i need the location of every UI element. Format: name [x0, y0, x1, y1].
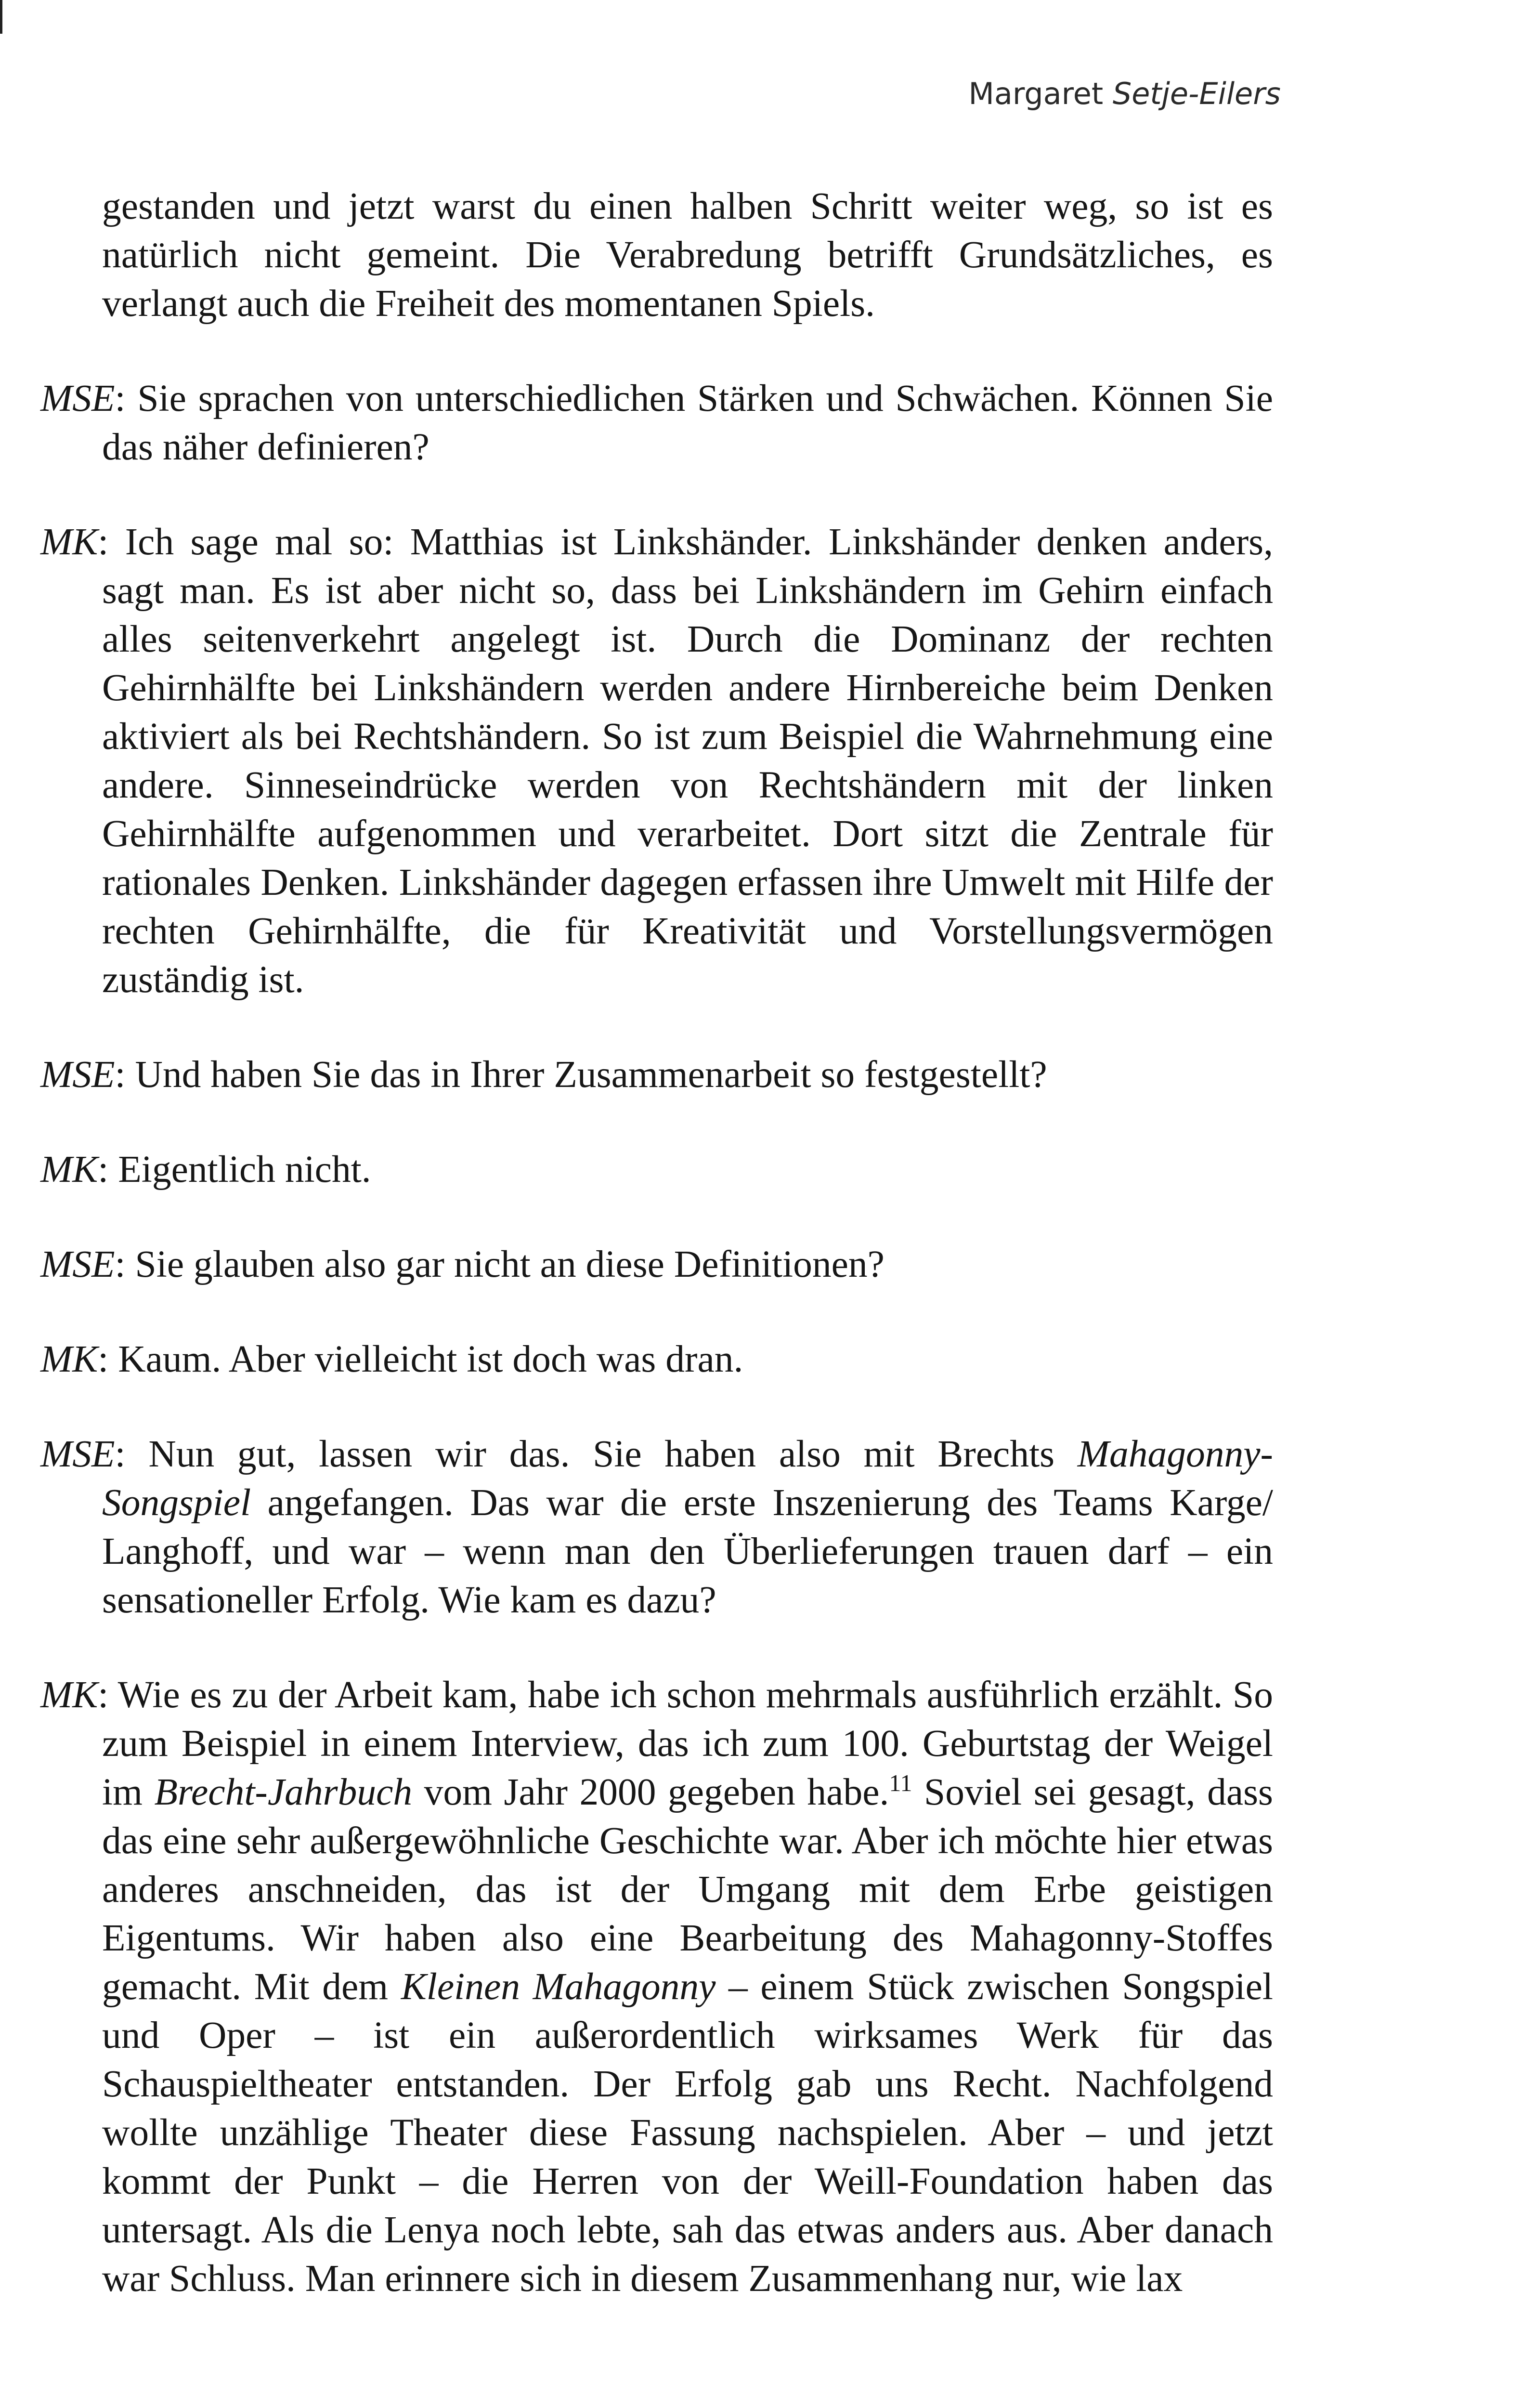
running-header-author	[968, 76, 1281, 111]
scan-edge-mark	[0, 0, 2, 34]
text-run: Sie sprachen von unterschiedlichen Stärken und Schwächen. Können Sie das näher definieren?	[102, 377, 1273, 468]
interview-body	[40, 182, 1273, 2349]
text-run: Eigentlich nicht.	[118, 1148, 371, 1191]
speaker-separator: :	[98, 521, 125, 563]
text-run: vom Jahr 2000 gegeben habe.	[412, 1771, 889, 1813]
speaker-label: MSE	[40, 1243, 115, 1285]
interview-turn	[40, 1145, 1273, 1194]
speaker-separator: :	[115, 377, 138, 419]
speaker-label: MSE	[40, 377, 115, 419]
interview-turn	[40, 1430, 1273, 1624]
speaker-label: MSE	[40, 1433, 115, 1475]
interview-turn	[40, 1240, 1273, 1289]
text-run: gestanden und jetzt warst du einen halben Schritt weiter weg, so ist es natürlich nicht gemeint. Die Verabredung betrifft Grundsätzliches, es verlangt auch die Freiheit des momentanen Spiels.	[102, 185, 1273, 325]
text-run: angefangen. Das war die erste Inszenierung des Teams Karge/ Langhoff, und war – wenn man den Überlieferungen trauen darf – ein sensationeller Erfolg. Wie kam es dazu?	[102, 1481, 1273, 1621]
interview-turn	[40, 1671, 1273, 2303]
speaker-separator: :	[115, 1433, 149, 1475]
author-last-name: Setje-Eilers	[1112, 76, 1281, 111]
author-first-name: Margaret	[968, 76, 1113, 111]
speaker-label: MK	[40, 1674, 98, 1716]
italic-title: Mahagonny-Songspiel	[102, 1433, 1273, 1524]
continued-paragraph	[40, 182, 1273, 328]
interview-turn	[40, 1050, 1273, 1099]
text-run: Ich sage mal so: Matthias ist Linkshänder. Linkshänder denken anders, sagt man. Es ist aber nicht so, dass bei Linkshändern im Gehirn einfach alles seitenverkehrt angelegt ist. Durch die Dominanz der rechten Gehirnhälfte bei Linkshändern werden andere Hirnbereiche beim Denken aktiviert als bei Rechtshändern. So ist zum Beispiel die Wahrnehmung eine andere. Sinneseindrücke werden von Rechtshändern mit der linken Gehirnhälfte aufgenommen und verarbeitet. Dort sitzt die Zentrale für rationales Denken. Linkshänder dagegen erfassen ihre Umwelt mit Hilfe der rechten Gehirnhälfte, die für Kreativität und Vorstellungsvermögen zuständig ist.	[102, 521, 1273, 1001]
text-run: Soviel sei gesagt, dass das eine sehr außergewöhnliche Geschichte war. Aber ich möchte hier etwas anderes anschneiden, das ist der Umgang mit dem Erbe geistigen Eigentums. Wir haben also eine Bearbeitung des Mahagonny-Stoffes gemacht. Mit dem	[102, 1771, 1273, 2008]
speaker-label: MK	[40, 1338, 98, 1380]
text-run: Kaum. Aber vielleicht ist doch was dran.	[118, 1338, 743, 1380]
speaker-separator: :	[115, 1243, 135, 1285]
speaker-label: MSE	[40, 1053, 115, 1096]
speaker-separator: :	[98, 1338, 118, 1380]
speaker-separator: :	[98, 1674, 118, 1716]
text-run: Wie es zu der Arbeit kam, habe ich schon mehrmals ausführlich erzählt. So zum Beispiel in einem Interview, das ich zum 100. Geburtstag der Weigel im	[102, 1674, 1273, 1813]
speaker-label: MK	[40, 1148, 98, 1191]
text-run: Nun gut, lassen wir das. Sie haben also mit Brechts	[148, 1433, 1078, 1475]
text-run: – einem Stück zwischen Songspiel und Oper – ist ein außerordentlich wirksames Werk für das Schauspieltheater entstanden. Der Erfolg gab uns Recht. Nachfolgend wollte unzählige Theater diese Fassung nachspielen. Aber – und jetzt kommt der Punkt – die Herren von der Weill-Foundation haben das untersagt. Als die Lenya noch lebte, sah das etwas anders aus. Aber danach war Schluss. Man erinnere sich in diesem Zusammenhang nur, wie lax	[102, 1965, 1273, 2300]
speaker-separator: :	[115, 1053, 135, 1096]
speaker-separator: :	[98, 1148, 118, 1191]
italic-title: Brecht-Jahrbuch	[154, 1771, 413, 1813]
speaker-label: MK	[40, 521, 98, 563]
interview-turn	[40, 1335, 1273, 1384]
italic-title: Kleinen Mahagonny	[401, 1965, 716, 2008]
text-run: Und haben Sie das in Ihrer Zusammenarbeit so festgestellt?	[135, 1053, 1047, 1096]
interview-turn	[40, 518, 1273, 1004]
footnote-marker: 11	[889, 1769, 912, 1796]
text-run: Sie glauben also gar nicht an diese Definitionen?	[135, 1243, 885, 1285]
interview-turn	[40, 374, 1273, 471]
